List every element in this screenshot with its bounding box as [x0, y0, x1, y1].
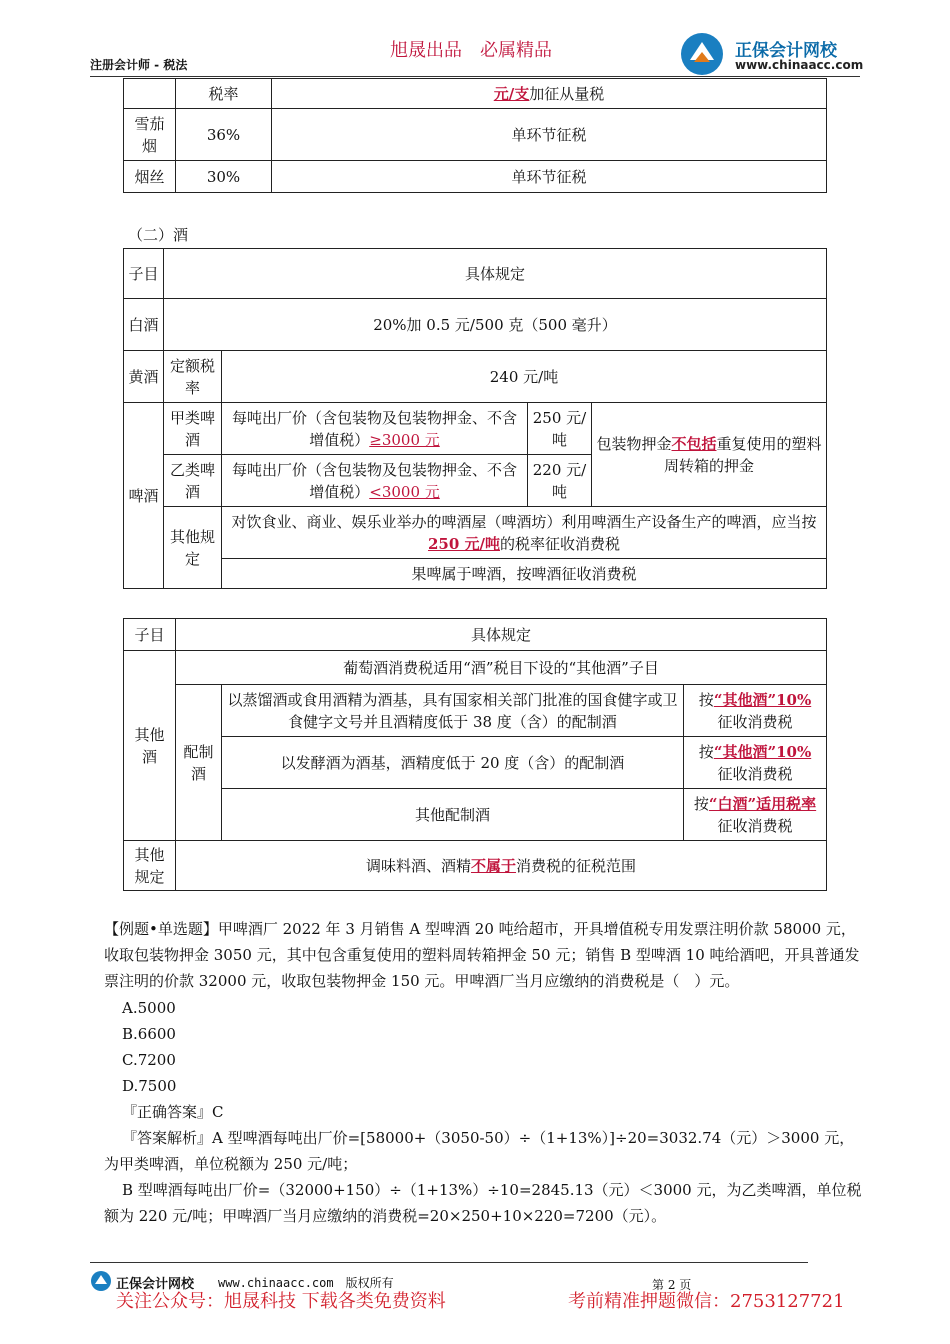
table-cell: 子目: [124, 249, 164, 299]
table-row: [124, 651, 827, 685]
table-row: [124, 507, 827, 559]
table-cell: 啤酒: [124, 403, 164, 589]
footer-copyright: www.chinaacc.com 版权所有: [218, 1276, 394, 1290]
table-cell: 葡萄酒消费税适用“酒”税目下设的“其他酒”子目: [176, 651, 827, 685]
table-cell: 配制酒: [176, 685, 222, 841]
threshold-highlight: ≥3000 元: [369, 430, 440, 449]
table-row: [124, 79, 827, 109]
table-cell: 乙类啤酒: [164, 455, 222, 507]
logo-name: 正保会计网校: [735, 41, 837, 61]
answer-analysis: 『答案解析』A 型啤酒每吨出厂价=[58000+（3050-50）÷（1+13%）]÷20=3032.74（元）＞3000 元，为甲类啤酒，单位税额为 250 元/吨；: [104, 1129, 855, 1173]
table-cell: 30%: [176, 161, 272, 193]
table-cell: 对饮食业、商业、娱乐业举办的啤酒屋（啤酒坊）利用啤酒生产设备生产的啤酒，应当按250 元/吨的税率征收消费税: [222, 507, 827, 559]
table-cell: 以蒸馏酒或食用酒精为酒基，具有国家相关部门批准的国食健字或卫食健字文号并且酒精度低于 38 度（含）的配制酒: [222, 685, 684, 737]
table-row: [124, 737, 827, 789]
table-row: [124, 351, 827, 403]
doc-title: 注册会计师 - 税法: [90, 58, 188, 72]
exclusion-highlight: 不属于: [470, 856, 516, 875]
threshold-highlight: <3000 元: [369, 482, 440, 501]
table-cell: 单环节征税: [272, 109, 827, 161]
table-cell: [124, 79, 176, 109]
table-cell: 20%加 0.5 元/500 克（500 毫升）: [164, 299, 827, 351]
correct-answer: 『正确答案』C: [122, 1103, 224, 1121]
table-cell: 其他配制酒: [222, 789, 684, 841]
footer-brand: 正保会计网校: [116, 1277, 195, 1292]
header-divider: [90, 76, 860, 77]
table-cell: 甲类啤酒: [164, 403, 222, 455]
unit-highlight: 元/支: [493, 84, 530, 103]
table-row: [124, 685, 827, 737]
rate-highlight: “白酒”适用税率: [708, 794, 817, 813]
table-row: [124, 109, 827, 161]
table-cell: 其他规定: [124, 841, 176, 891]
table-cell: 按“其他酒”10% 征收消费税: [684, 737, 827, 789]
table-cell: 以发酵酒为酒基，酒精度低于 20 度（含）的配制酒: [222, 737, 684, 789]
table-cell: 220 元/吨: [528, 455, 592, 507]
rate-highlight: 250 元/吨: [427, 534, 500, 553]
table-row: [124, 299, 827, 351]
table-cell: 子目: [124, 619, 176, 651]
section-heading-liquor: （二）酒: [128, 226, 189, 244]
footer-promo-right: 考前精准押题微信：2753127721: [568, 1291, 845, 1312]
table-cell: 240 元/吨: [222, 351, 827, 403]
footer-logo-icon: [90, 1270, 112, 1292]
tobacco-table: [123, 78, 827, 193]
header-slogan: 旭晟出品 必属精品: [390, 40, 552, 61]
table-cell: 雪茄烟: [124, 109, 176, 161]
table-cell: 每吨出厂价（含包装物及包装物押金、不含增值税）<3000 元: [222, 455, 528, 507]
answer-analysis-2: B 型啤酒每吨出厂价=（32000+150）÷（1+13%）÷10=2845.13（元）＜3000 元，为乙类啤酒，单位税额为 220 元/吨；甲啤酒厂当月应缴纳的消费税=20×250+10×220=7200（元）。: [104, 1181, 862, 1225]
table-cell: 白酒: [124, 299, 164, 351]
table-cell: 果啤属于啤酒，按啤酒征收消费税: [222, 559, 827, 589]
table-cell: 单环节征税: [272, 161, 827, 193]
table-cell: 元/支加征从量税: [272, 79, 827, 109]
exclusion-highlight: 不包括: [671, 434, 717, 453]
rate-highlight: “其他酒”10%: [713, 742, 812, 761]
footer-promo-left: 关注公众号：旭晟科技 下载各类免费资料: [116, 1291, 446, 1312]
logo-icon: [680, 32, 724, 76]
table-cell: 调味料酒、酒精不属于消费税的征税范围: [176, 841, 827, 891]
other-liquor-table: [123, 618, 827, 891]
option-c: C.7200: [122, 1051, 176, 1069]
option-a: A.5000: [122, 999, 176, 1017]
table-cell: 定额税率: [164, 351, 222, 403]
option-b: B.6600: [122, 1025, 176, 1043]
table-row: [124, 161, 827, 193]
table-row: [124, 841, 827, 891]
table-cell: 250 元/吨: [528, 403, 592, 455]
table-cell: 具体规定: [164, 249, 827, 299]
question-stem: 【例题•单选题】甲啤酒厂 2022 年 3 月销售 A 型啤酒 20 吨给超市，开具增值税专用发票注明价款 58000 元，收取包装物押金 3050 元，其中包含重复使用的塑料周转箱押金 50 元；销售 B 型啤酒 10 吨给酒吧，开具普通发票注明的价款 32000 元，收取包装物押金 150 元。甲啤酒厂当月应缴纳的消费税是（ ）元。: [104, 920, 860, 990]
footer-divider: [90, 1262, 808, 1263]
table-cell: 具体规定: [176, 619, 827, 651]
table-row: [124, 619, 827, 651]
table-row: [124, 249, 827, 299]
table-row: [124, 789, 827, 841]
table-cell: 包装物押金不包括重复使用的塑料周转箱的押金: [592, 403, 827, 507]
page-number: 第 2 页: [652, 1278, 692, 1292]
table-cell: 36%: [176, 109, 272, 161]
table-cell: 其他规定: [164, 507, 222, 589]
logo-url: www.chinaacc.com: [735, 58, 864, 72]
table-row: [124, 559, 827, 589]
option-d: D.7500: [122, 1077, 177, 1095]
table-cell: 烟丝: [124, 161, 176, 193]
table-cell: 按“白酒”适用税率征收消费税: [684, 789, 827, 841]
table-cell: 税率: [176, 79, 272, 109]
rate-highlight: “其他酒”10%: [713, 690, 812, 709]
table-cell: 按“其他酒”10% 征收消费税: [684, 685, 827, 737]
table-cell: 每吨出厂价（含包装物及包装物押金、不含增值税）≥3000 元: [222, 403, 528, 455]
table-cell: 黄酒: [124, 351, 164, 403]
table-row: [124, 403, 827, 455]
table-cell: 其他酒: [124, 651, 176, 841]
liquor-table: [123, 248, 827, 589]
